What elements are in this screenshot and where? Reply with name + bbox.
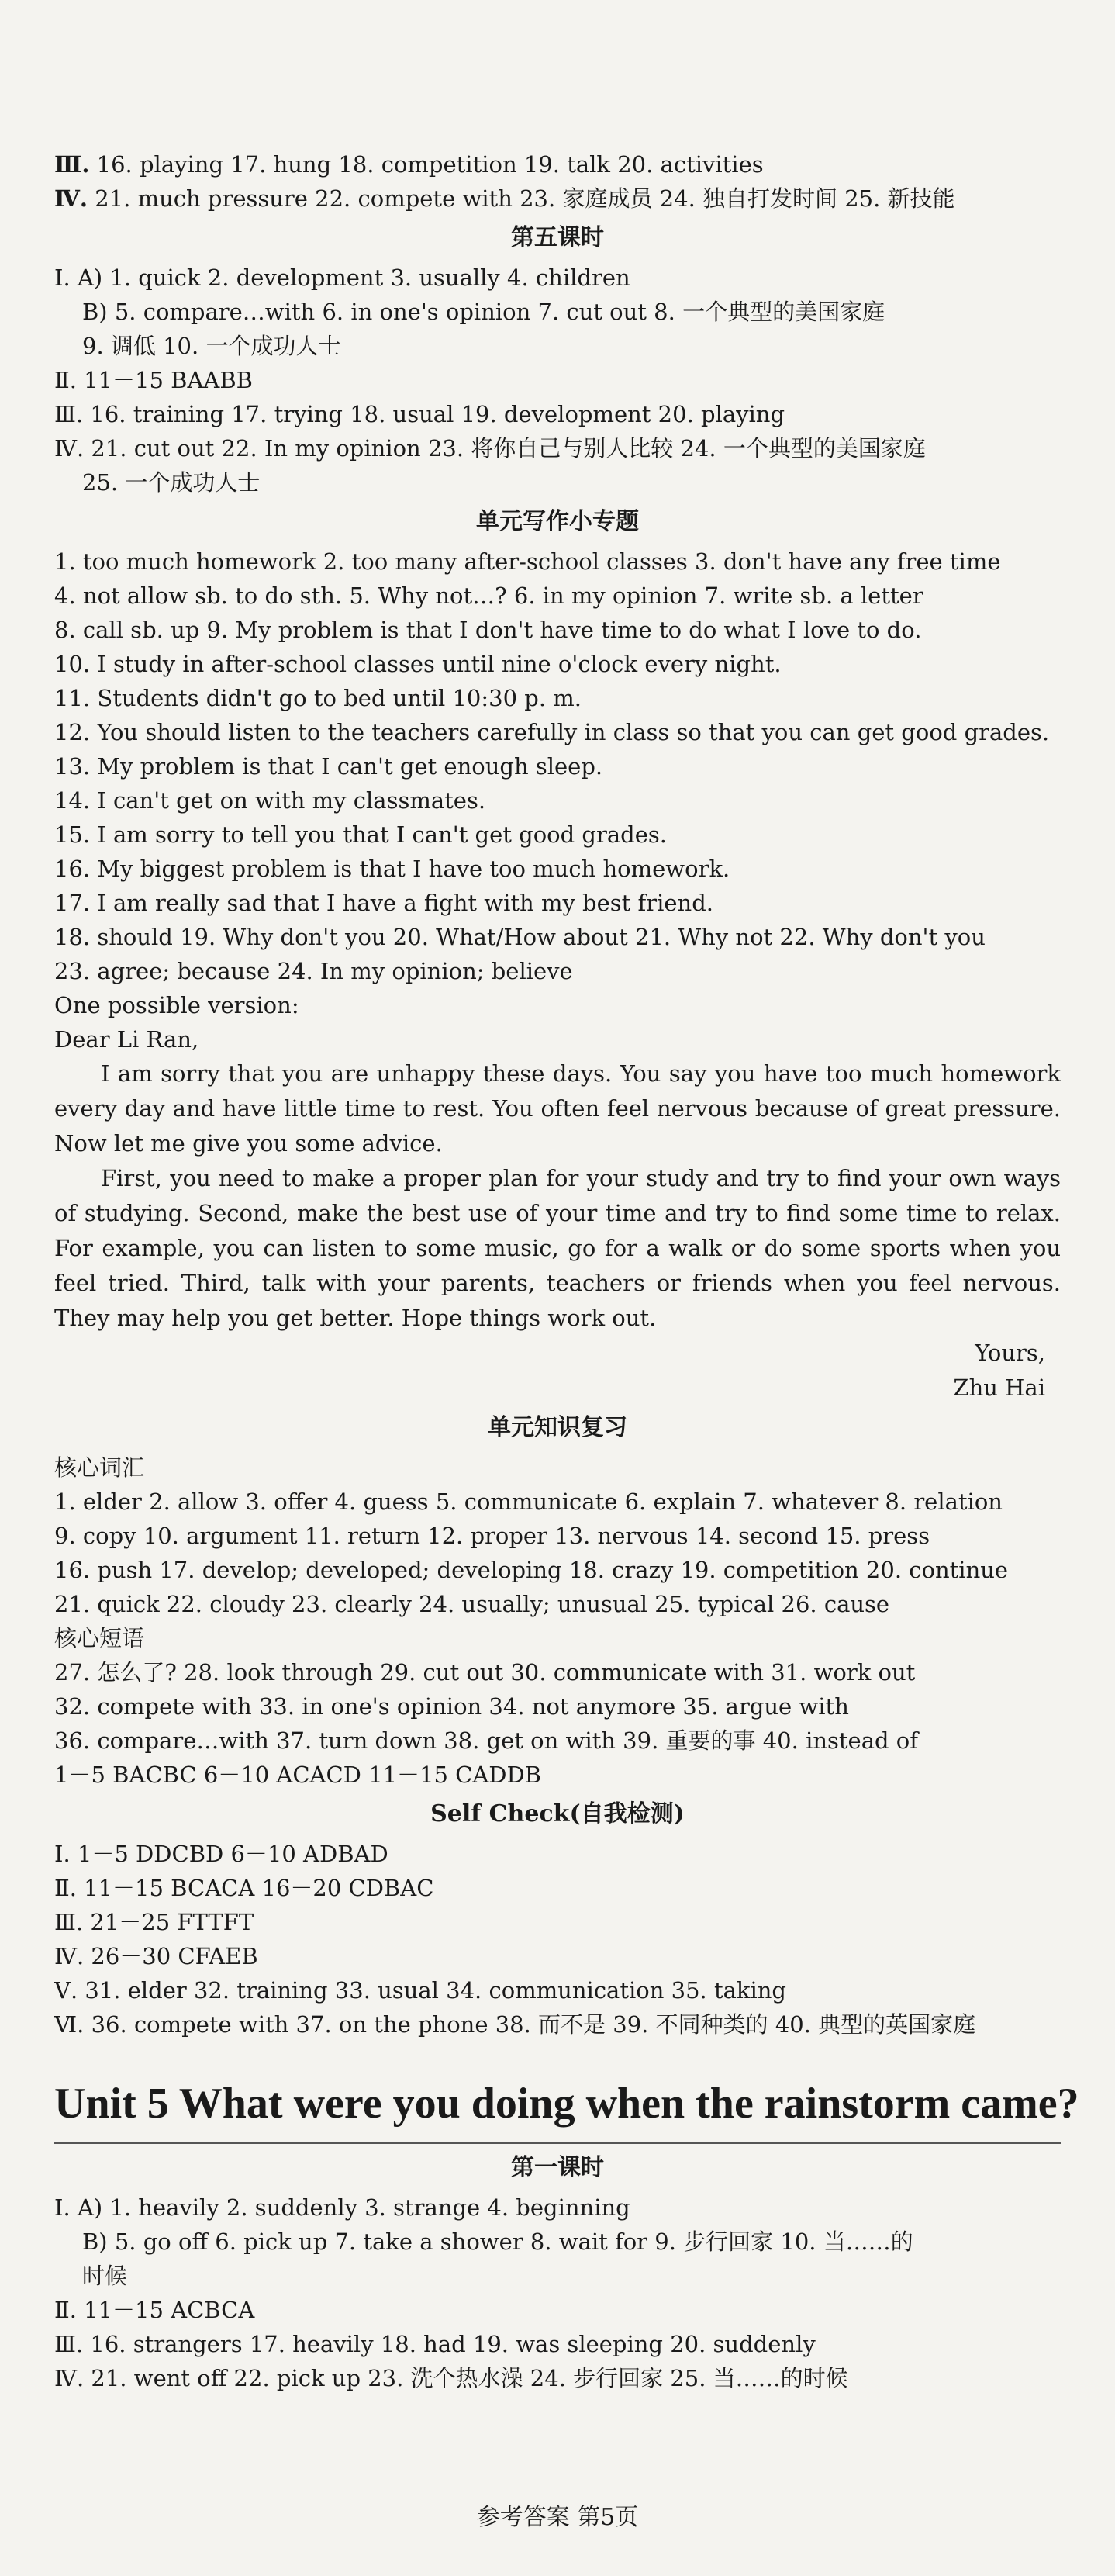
answer-line: 1. elder 2. allow 3. offer 4. guess 5. communicate 6. explain 7. whatever 8. relation [54,1489,1003,1515]
answer-line: 13. My problem is that I can't get enough sleep. [54,753,603,780]
answer-line: 10. I study in after-school classes until nine o'clock every night. [54,651,782,677]
subsection-label: 核心词汇 [54,1454,145,1481]
letter-greeting: Dear Li Ran, [54,1026,199,1053]
answer-line: Ⅴ. 31. elder 32. training 33. usual 34. communication 35. taking [54,1977,787,2004]
answer-line: Ⅰ. 1－5 DDCBD 6－10 ADBAD [54,1841,388,1867]
answer-line: 1－5 BACBC 6－10 ACACD 11－15 CADDB [54,1762,542,1788]
answer-line: Ⅳ. 21. much pressure 22. compete with 23. 家庭成员 24. 独自打发时间 25. 新技能 [54,185,955,212]
answer-line: B) 5. go off 6. pick up 7. take a shower 8. wait for 9. 步行回家 10. 当……的 [82,2228,913,2255]
answer-line: 27. 怎么了? 28. look through 29. cut out 30. communicate with 31. work out [54,1659,916,1686]
section-heading-writing: 单元写作小专题 [476,508,639,535]
answer-line: 18. should 19. Why don't you 20. What/How about 21. Why not 22. Why don't you [54,924,986,950]
section-heading-self-check: Self Check(自我检测) [430,1800,685,1827]
letter-closing: Yours, [975,1340,1045,1366]
answer-line: 17. I am really sad that I have a fight with my best friend. [54,890,714,916]
answer-line: Ⅱ. 11－15 ACBCA [54,2297,255,2323]
section-heading-review: 单元知识复习 [488,1414,627,1441]
answer-line: 11. Students didn't go to bed until 10:30 p. m. [54,685,582,711]
page-footer: 参考答案 第5页 [476,2504,639,2531]
letter-paragraph: First, you need to make a proper plan for your study and try to find your own ways of studying. Second, make the best use of your time and try to find some time to relax. For example, you can listen to some music, go for a walk or do some sports when you feel tried. Third, talk with your parents, teachers or friends when you feel nervous. They may help you get better. Hope things work out. [54,1165,1061,1331]
answer-line: 4. not allow sb. to do sth. 5. Why not…? 6. in my opinion 7. write sb. a letter [54,583,923,609]
answer-line: Ⅳ. 26－30 CFAEB [54,1943,258,1969]
answer-line: Ⅲ. 16. training 17. trying 18. usual 19. development 20. playing [54,401,785,427]
answer-line: B) 5. compare…with 6. in one's opinion 7. cut out 8. 一个典型的美国家庭 [82,299,885,325]
answer-line: Ⅳ. 21. went off 22. pick up 23. 洗个热水澡 24. 步行回家 25. 当……的时候 [54,2365,848,2391]
answer-line: 16. My biggest problem is that I have too much homework. [54,856,730,882]
answer-line: 15. I am sorry to tell you that I can't get good grades. [54,821,667,848]
answer-line: 1. too much homework 2. too many after-school classes 3. don't have any free time [54,548,1001,575]
answer-line: One possible version: [54,992,299,1018]
section-heading-unit5-lesson1: 第一课时 [511,2154,604,2181]
answer-line: Ⅱ. 11－15 BCACA 16－20 CDBAC [54,1875,434,1901]
answer-line: 12. You should listen to the teachers carefully in class so that you can get good grades. [54,719,1050,745]
answer-line: 9. copy 10. argument 11. return 12. proper 13. nervous 14. second 15. press [54,1523,930,1549]
answer-line: 9. 调低 10. 一个成功人士 [82,333,341,359]
answer-line: Ⅲ. 21－25 FTTFT [54,1909,254,1935]
section-heading-lesson5: 第五课时 [511,224,604,251]
answer-line: 21. quick 22. cloudy 23. clearly 24. usually; unusual 25. typical 26. cause [54,1591,890,1617]
unit-title: Unit 5 What were you doing when the rainstorm came? [54,2080,1079,2128]
answer-line: 8. call sb. up 9. My problem is that I don't have time to do what I love to do. [54,617,922,643]
divider [54,2142,1061,2144]
answer-line: Ⅰ. A) 1. heavily 2. suddenly 3. strange 4. beginning [54,2194,630,2221]
answer-line: Ⅱ. 11－15 BAABB [54,367,253,393]
answer-line: 23. agree; because 24. In my opinion; believe [54,958,573,984]
answer-line: 32. compete with 33. in one's opinion 34. not anymore 35. argue with [54,1693,849,1720]
letter-paragraph: I am sorry that you are unhappy these days. You say you have too much homework every day and have little time to rest. You often feel nervous because of great pressure. Now let me give you some advice. [54,1060,1061,1157]
answer-line: 14. I can't get on with my classmates. [54,787,486,814]
answer-line: Ⅲ. 16. playing 17. hung 18. competition 19. talk 20. activities [54,151,764,178]
answer-line: Ⅵ. 36. compete with 37. on the phone 38. 而不是 39. 不同种类的 40. 典型的英国家庭 [54,2011,976,2038]
letter-signature: Zhu Hai [953,1374,1045,1401]
answer-line: 时候 [82,2263,128,2289]
answer-line: 25. 一个成功人士 [82,469,261,496]
answer-line: 16. push 17. develop; developed; developing 18. crazy 19. competition 20. continue [54,1557,1009,1583]
answer-line: 36. compare…with 37. turn down 38. get on with 39. 重要的事 40. instead of [54,1727,918,1754]
answer-line: Ⅳ. 21. cut out 22. In my opinion 23. 将你自己与别人比较 24. 一个典型的美国家庭 [54,435,926,462]
answer-line: Ⅰ. A) 1. quick 2. development 3. usually 4. children [54,265,630,291]
subsection-label: 核心短语 [54,1625,145,1651]
answer-line: Ⅲ. 16. strangers 17. heavily 18. had 19. was sleeping 20. suddenly [54,2331,816,2357]
